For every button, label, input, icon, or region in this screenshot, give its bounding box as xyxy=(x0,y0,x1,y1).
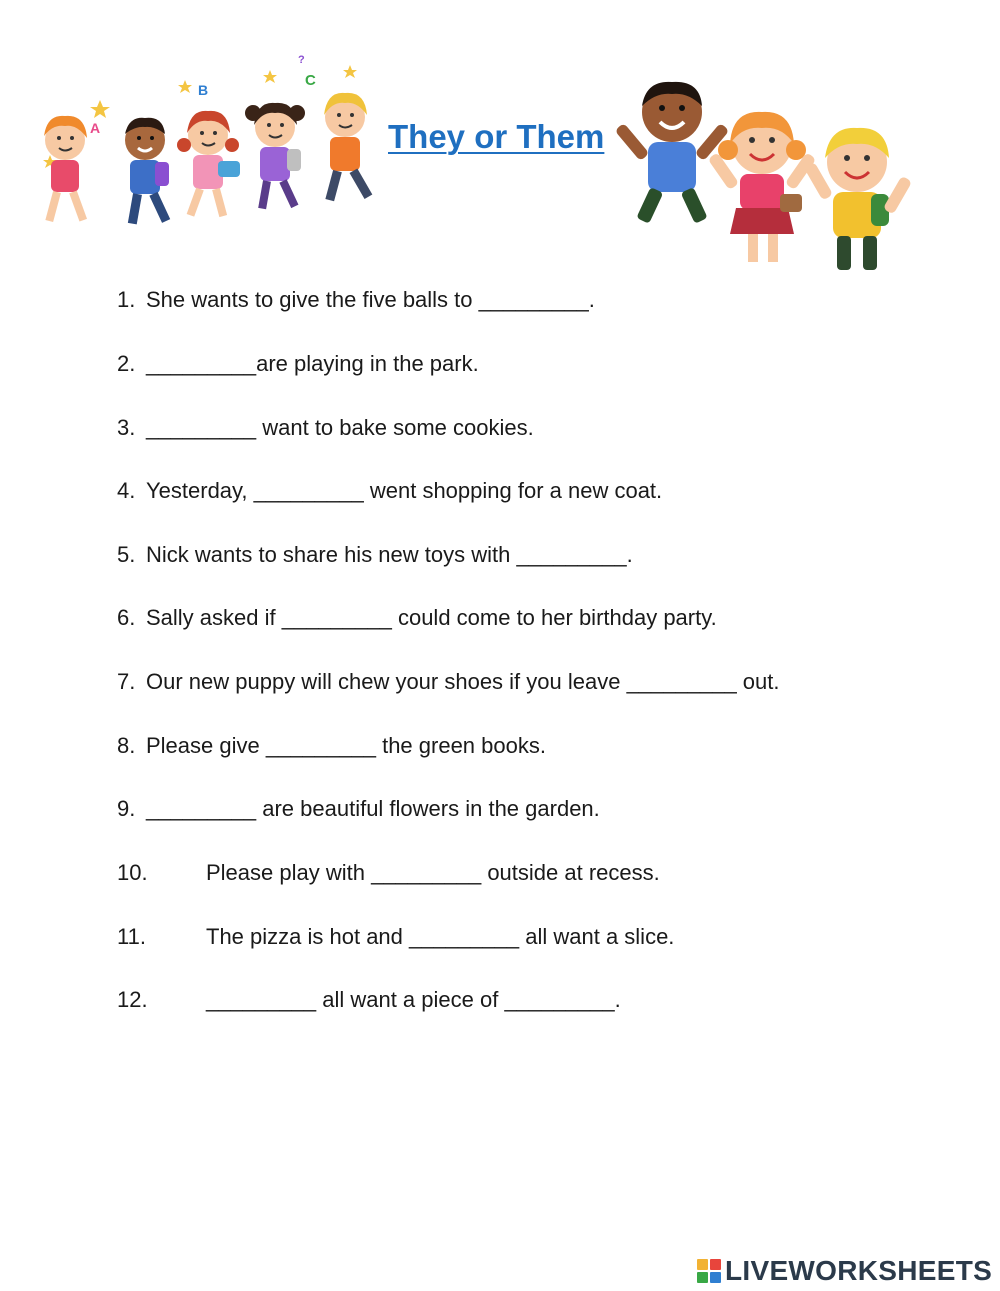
question-text: _________ all want a piece of _________. xyxy=(206,987,621,1012)
svg-text:B: B xyxy=(198,82,209,98)
question-number: 10. xyxy=(117,860,148,885)
svg-text:?: ? xyxy=(298,54,305,66)
question-text: _________ want to bake some cookies. xyxy=(146,415,534,440)
question-text: _________ are beautiful flowers in the garden. xyxy=(146,796,600,821)
question-item xyxy=(117,669,780,695)
question-text: Please play with _________ outside at recess. xyxy=(206,860,660,885)
question-text: Sally asked if _________ could come to her birthday party. xyxy=(146,605,717,630)
question-text: The pizza is hot and _________ all want a slice. xyxy=(206,924,675,949)
question-text: Please give _________ the green books. xyxy=(146,733,546,758)
liveworksheets-logo[interactable] xyxy=(697,1254,992,1288)
question-item xyxy=(117,860,660,886)
svg-text:A: A xyxy=(90,120,101,136)
children-running-icon xyxy=(30,45,400,250)
question-text: She wants to give the five balls to _________. xyxy=(146,287,595,312)
logo-blocks-icon xyxy=(697,1259,721,1283)
question-number: 4. xyxy=(117,478,136,503)
question-number: 1. xyxy=(117,287,136,312)
question-number: 5. xyxy=(117,542,136,567)
svg-text:C: C xyxy=(305,72,316,89)
question-text: Yesterday, _________ went shopping for a new coat. xyxy=(146,478,663,503)
question-item xyxy=(117,733,546,759)
worksheet-title: They or Them xyxy=(388,118,605,155)
question-number: 6. xyxy=(117,605,136,630)
question-text: Nick wants to share his new toys with _________. xyxy=(146,542,633,567)
question-number: 12. xyxy=(117,987,148,1012)
question-item xyxy=(117,987,621,1013)
question-item xyxy=(117,796,600,822)
question-number: 2. xyxy=(117,351,136,376)
question-item xyxy=(117,605,717,631)
logo-text: LIVEWORKSHEETS xyxy=(725,1255,993,1286)
question-item xyxy=(117,924,674,950)
question-text: _________are playing in the park. xyxy=(146,351,479,376)
question-number: 11. xyxy=(117,924,146,949)
children-jumping-icon xyxy=(612,62,922,277)
question-item xyxy=(117,542,633,568)
question-item xyxy=(117,287,595,313)
question-number: 9. xyxy=(117,796,136,821)
question-number: 7. xyxy=(117,669,136,694)
question-number: 8. xyxy=(117,733,136,758)
question-number: 3. xyxy=(117,415,136,440)
question-item xyxy=(117,478,662,504)
question-item xyxy=(117,351,479,377)
question-text: Our new puppy will chew your shoes if you leave _________ out. xyxy=(146,669,780,694)
question-item xyxy=(117,415,534,441)
